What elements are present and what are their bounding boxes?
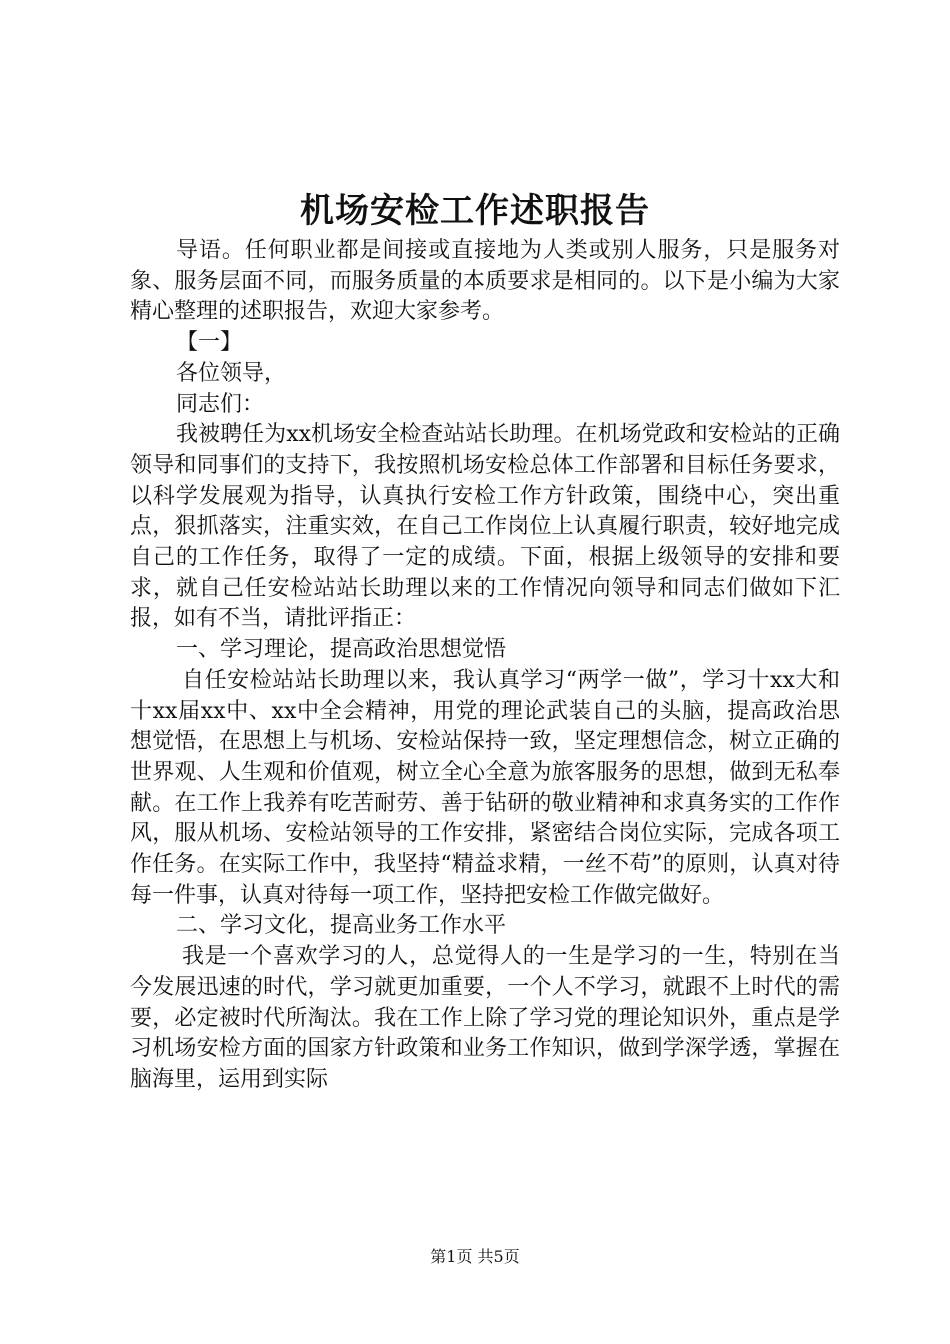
intro-paragraph: 导语。任何职业都是间接或直接地为人类或别人服务，只是服务对象、服务层面不同，而服务质量的本质要求是相同的。以下是小编为大家精心整理的述职报告，欢迎大家参考。 xyxy=(130,238,840,325)
document-title: 机场安检工作述职报告 xyxy=(300,191,650,231)
body-paragraph: 我是一个喜欢学习的人，总觉得人的一生是学习的一生，特别在当今发展迅速的时代，学习就更加重要，一个人不学习，就跟不上时代的需要，必定被时代所淘汰。我在工作上除了学习党的理论知识外，重点是学习机场安检方面的国家方针政策和业务工作知识，做到学深学透，掌握在脑海里，运用到实际 xyxy=(130,944,840,1092)
page-footer: 第1页 共5页 xyxy=(430,1247,520,1266)
body-paragraph: 我被聘任为xx机场安全检查站站长助理。在机场党政和安检站的正确领导和同事们的支持下，我按照机场安检总体工作部署和目标任务要求，以科学发展观为指导，认真执行安检工作方针政策，围绕中心，突出重点，狠抓落实，注重实效，在自己工作岗位上认真履行职责，较好地完成自己的工作任务，取得了一定的成绩。下面，根据上级领导的安排和要求，就自己任安检站站长助理以来的工作情况向领导和同志们做如下汇报，如有不当，请批评指正： xyxy=(130,422,840,632)
salutation-leaders: 各位领导， xyxy=(176,360,287,386)
section-heading: 一、学习理论，提高政治思想觉悟 xyxy=(176,637,507,663)
section-marker: 【一】 xyxy=(176,330,243,356)
section-heading: 二、学习文化，提高业务工作水平 xyxy=(176,913,507,939)
salutation-comrades: 同志们： xyxy=(176,391,265,417)
document-body xyxy=(130,236,840,1096)
body-paragraph: 自任安检站站长助理以来，我认真学习“两学一做”，学习十xx大和十xx届xx中、xx中全会精神，用党的理论武装自己的头脑，提高政治思想觉悟，在思想上与机场、安检站保持一致，坚定理想信念，树立正确的世界观、人生观和价值观，树立全心全意为旅客服务的思想，做到无私奉献。在工作上我养有吃苦耐劳、善于钻研的敬业精神和求真务实的工作作风，服从机场、安检站领导的工作安排，紧密结合岗位实际，完成各项工作任务。在实际工作中，我坚持“精益求精，一丝不苟”的原则，认真对待每一件事，认真对待每一项工作，坚持把安检工作做完做好。 xyxy=(130,667,840,908)
